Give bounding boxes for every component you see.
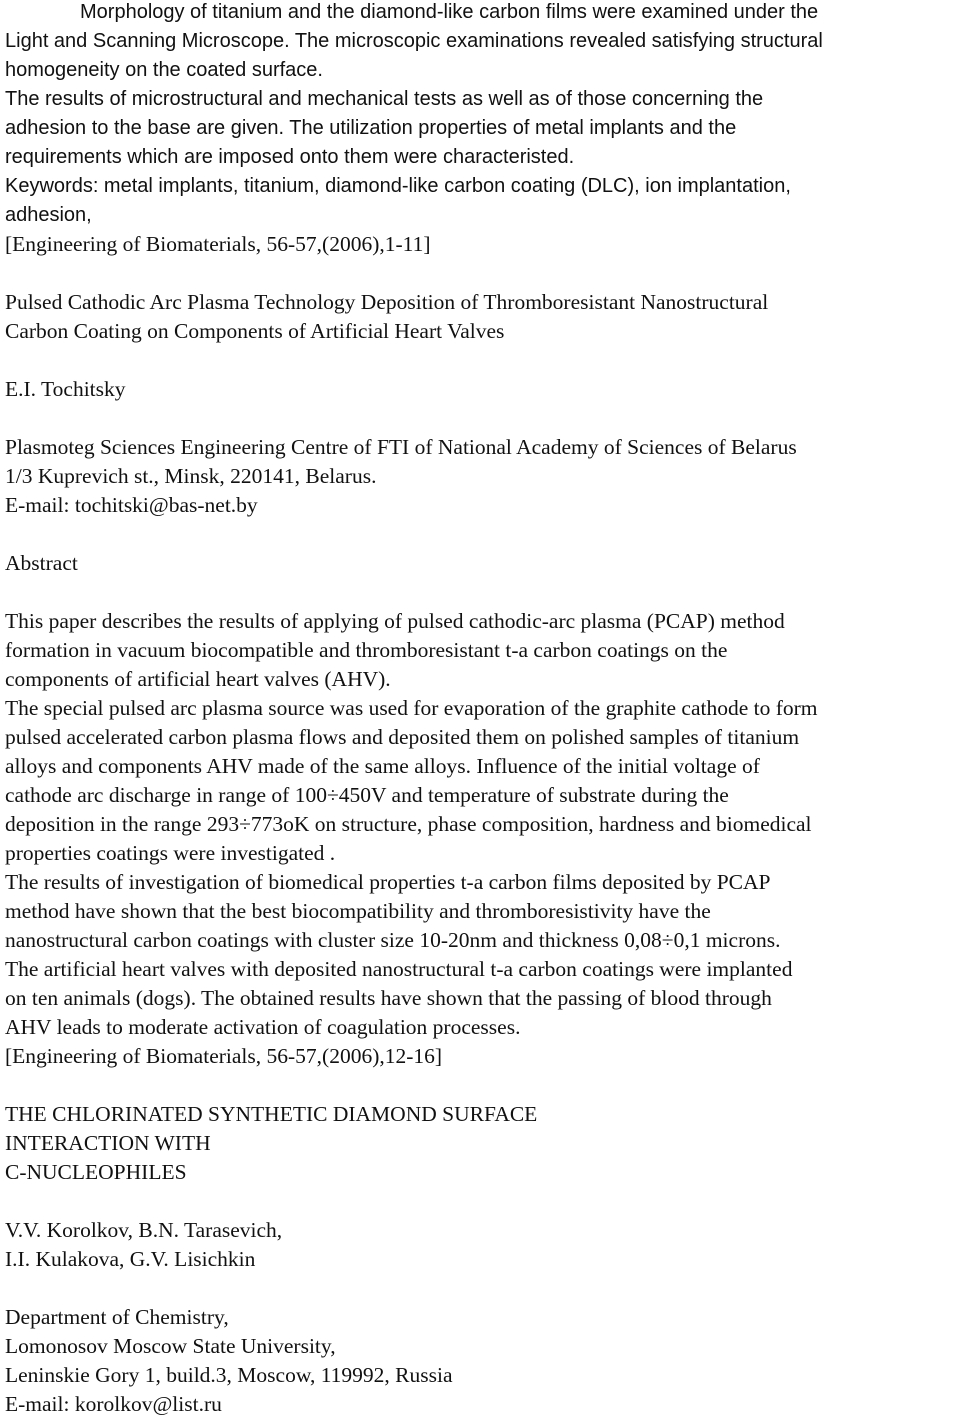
- previous-abstract-line: adhesion to the base are given. The utilization properties of metal implants and the: [5, 117, 737, 139]
- abstract-line: nanostructural carbon coatings with cluster size 10-20nm and thickness 0,08÷0,1 microns.: [5, 928, 781, 952]
- abstract-line: This paper describes the results of applying of pulsed cathodic-arc plasma (PCAP) method: [5, 609, 785, 633]
- previous-abstract-line: Morphology of titanium and the diamond-like carbon films were examined under the: [80, 1, 819, 23]
- article-authors-line: V.V. Korolkov, B.N. Tarasevich,: [5, 1218, 283, 1242]
- article-title-line: Pulsed Cathodic Arc Plasma Technology Deposition of Thromboresistant Nanostructural: [5, 290, 769, 314]
- abstract-line: components of artificial heart valves (AHV).: [5, 667, 391, 691]
- abstract-line: The results of investigation of biomedical properties t-a carbon films deposited by PCAP: [5, 870, 771, 894]
- author-email: [5, 491, 258, 520]
- abstract-line: pulsed accelerated carbon plasma flows and deposited them on polished samples of titanium: [5, 725, 800, 749]
- previous-abstract-line: Light and Scanning Microscope. The microscopic examinations revealed satisfying structural: [5, 30, 823, 52]
- previous-abstract-line: requirements which are imposed onto them were characteristed.: [5, 146, 575, 168]
- abstract-line: method have shown that the best biocompatibility and thromboresistivity have the: [5, 899, 711, 923]
- article-author: E.I. Tochitsky: [5, 377, 126, 401]
- affiliation-line: 1/3 Kuprevich st., Minsk, 220141, Belarus.: [5, 464, 377, 488]
- abstract-line: The artificial heart valves with deposited nanostructural t-a carbon coatings were implanted: [5, 957, 793, 981]
- previous-abstract-line: homogeneity on the coated surface.: [5, 59, 323, 81]
- abstract-line: properties coatings were investigated .: [5, 841, 336, 865]
- affiliation-line: Department of Chemistry,: [5, 1305, 229, 1329]
- article-title-line: THE CHLORINATED SYNTHETIC DIAMOND SURFACE: [5, 1102, 538, 1126]
- affiliation-line: Leninskie Gory 1, build.3, Moscow, 119992, Russia: [5, 1363, 453, 1387]
- previous-abstract-line: The results of microstructural and mechanical tests as well as of those concerning the: [5, 88, 764, 110]
- affiliation-line: Lomonosov Moscow State University,: [5, 1334, 336, 1358]
- abstract-line: alloys and components AHV made of the same alloys. Influence of the initial voltage of: [5, 754, 760, 778]
- keywords-line: adhesion,: [5, 204, 92, 226]
- email-link[interactable]: E-mail: korolkov@list.ru: [5, 1392, 222, 1416]
- abstract-line: cathode arc discharge in range of 100÷450V and temperature of substrate during the: [5, 783, 729, 807]
- keywords-line: Keywords: metal implants, titanium, diamond-like carbon coating (DLC), ion implantation,: [5, 175, 791, 197]
- abstract-line: The special pulsed arc plasma source was used for evaporation of the graphite cathode to form: [5, 696, 818, 720]
- abstract-line: deposition in the range 293÷773oK on structure, phase composition, hardness and biomedical: [5, 812, 812, 836]
- abstract-line: on ten animals (dogs). The obtained results have shown that the passing of blood through: [5, 986, 772, 1010]
- author-email: [5, 1390, 222, 1419]
- email-link[interactable]: E-mail: tochitski@bas-net.by: [5, 493, 258, 517]
- article-title-line: C-NUCLEOPHILES: [5, 1160, 187, 1184]
- abstract-heading: Abstract: [5, 551, 78, 575]
- article-authors-line: I.I. Kulakova, G.V. Lisichkin: [5, 1247, 256, 1271]
- previous-reference: [Engineering of Biomaterials, 56-57,(2006),1-11]: [5, 232, 431, 256]
- article-title-line: Carbon Coating on Components of Artificial Heart Valves: [5, 319, 505, 343]
- abstract-line: AHV leads to moderate activation of coagulation processes.: [5, 1015, 521, 1039]
- affiliation-line: Plasmoteg Sciences Engineering Centre of FTI of National Academy of Sciences of Belarus: [5, 435, 797, 459]
- article-reference: [Engineering of Biomaterials, 56-57,(2006),12-16]: [5, 1044, 443, 1068]
- article-title-line: INTERACTION WITH: [5, 1131, 211, 1155]
- abstract-line: formation in vacuum biocompatible and thromboresistant t-a carbon coatings on the: [5, 638, 728, 662]
